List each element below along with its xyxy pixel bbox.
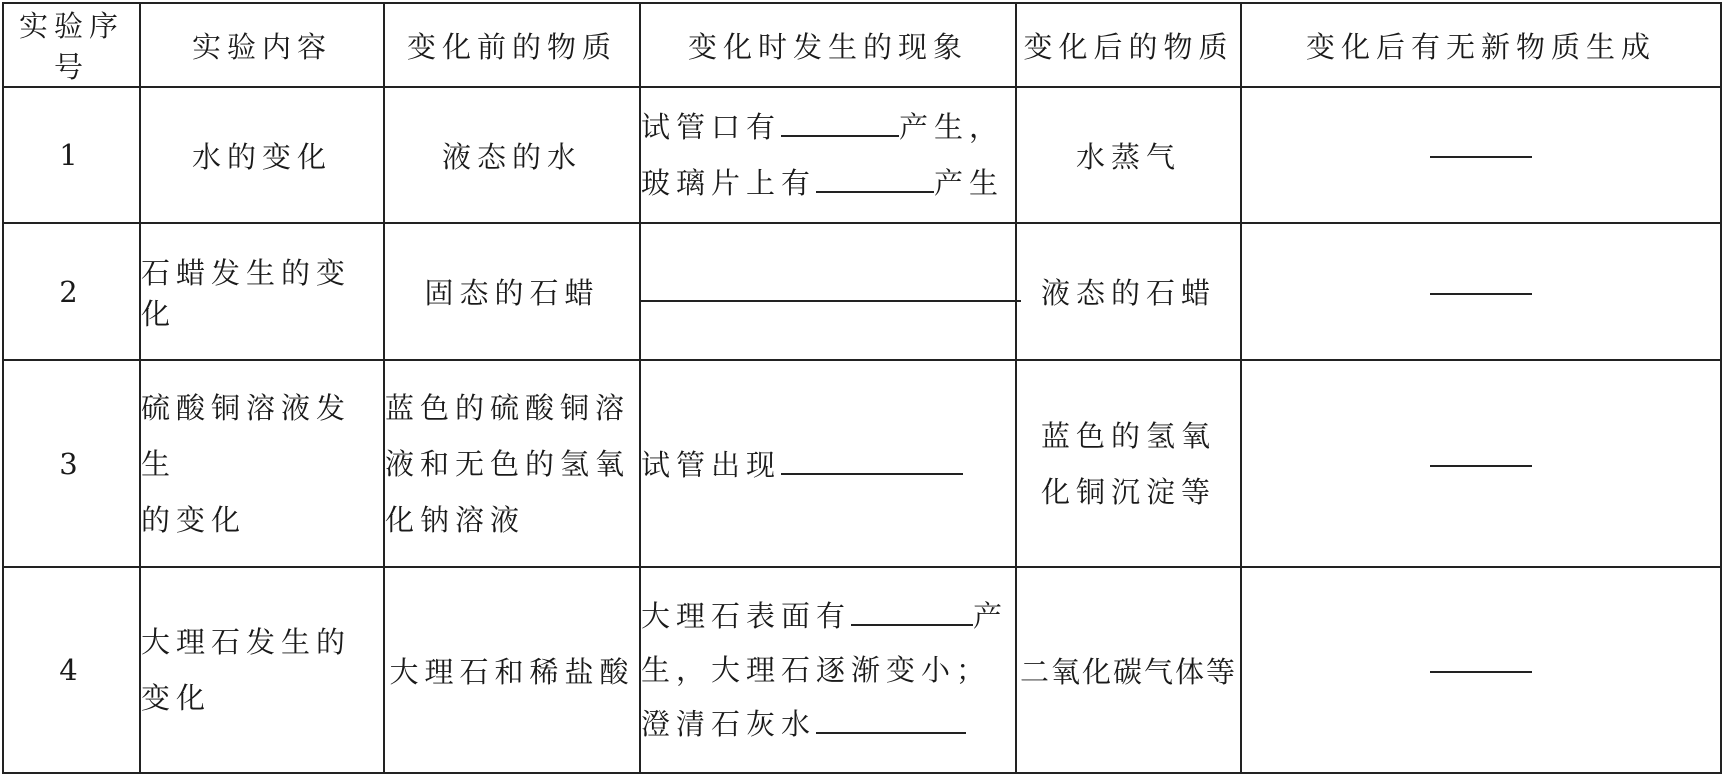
before-line: 蓝色的硫酸铜溶	[385, 390, 631, 425]
row-number: 3	[3, 360, 140, 567]
header-substance-after: 变化后的物质	[1016, 3, 1241, 87]
content-line: 的变化	[141, 502, 247, 537]
header-phenomenon: 变化时发生的现象	[640, 3, 1016, 87]
after-line: 蓝色的氢氧	[1040, 418, 1216, 453]
row-new-substance	[1241, 360, 1721, 567]
answer-blank[interactable]	[781, 447, 963, 475]
content-line: 大理石发生的	[141, 625, 352, 659]
answer-blank[interactable]	[1430, 156, 1532, 158]
phenomenon-line	[641, 155, 1015, 211]
answer-blank[interactable]	[1430, 671, 1532, 673]
after-line: 化铜沉淀等	[1040, 474, 1216, 509]
phenomenon-line	[641, 643, 1015, 697]
row-content	[140, 360, 384, 567]
phenomenon-text: 产生，	[899, 110, 1005, 144]
phenomenon-text: 产生	[934, 166, 1005, 200]
answer-blank[interactable]	[1430, 293, 1532, 295]
answer-blank[interactable]	[1430, 465, 1532, 467]
phenomenon-text: 玻璃片上有	[641, 166, 817, 200]
row-new-substance	[1241, 223, 1721, 360]
answer-blank[interactable]	[816, 165, 934, 193]
phenomenon-line	[641, 99, 1015, 155]
row-phenomenon	[640, 567, 1016, 773]
header-exp-content: 实验内容	[140, 3, 384, 87]
table-row	[3, 87, 1721, 223]
row-before: 大理石和稀盐酸	[384, 567, 640, 773]
row-content	[140, 567, 384, 773]
phenomenon-text: 试管出现	[641, 448, 782, 482]
row-content: 水的变化	[140, 87, 384, 223]
table-row	[3, 360, 1721, 567]
row-number: 4	[3, 567, 140, 773]
row-new-substance	[1241, 87, 1721, 223]
table-row	[3, 567, 1721, 773]
row-number: 1	[3, 87, 140, 223]
row-phenomenon	[640, 360, 1016, 567]
row-before	[384, 360, 640, 567]
phenomenon-text: 生，大理石逐渐变小；	[641, 653, 992, 687]
row-phenomenon	[640, 223, 1016, 360]
row-after	[1016, 360, 1241, 567]
answer-blank[interactable]	[816, 706, 966, 734]
phenomenon-line	[641, 697, 1015, 751]
header-substance-before: 变化前的物质	[384, 3, 640, 87]
phenomenon-text: 产	[973, 599, 1009, 633]
answer-blank[interactable]	[851, 598, 973, 626]
row-content: 石蜡发生的变化	[140, 223, 384, 360]
row-after: 液态的石蜡	[1016, 223, 1241, 360]
header-new-substance: 变化后有无新物质生成	[1241, 3, 1721, 87]
row-after: 二氧化碳气体等	[1016, 567, 1241, 773]
header-exp-number: 实验序号	[3, 3, 140, 87]
row-before: 固态的石蜡	[384, 223, 640, 360]
before-line: 化钠溶液	[385, 502, 526, 537]
row-number: 2	[3, 223, 140, 360]
phenomenon-text: 大理石表面有	[641, 599, 852, 633]
row-phenomenon	[640, 87, 1016, 223]
phenomenon-line	[641, 589, 1015, 643]
header-row	[3, 3, 1721, 87]
before-line: 液和无色的氢氧	[385, 446, 631, 481]
row-new-substance	[1241, 567, 1721, 773]
table-row	[3, 223, 1721, 360]
experiment-table	[2, 2, 1722, 774]
content-line: 变化	[141, 681, 212, 715]
row-before: 液态的水	[384, 87, 640, 223]
content-line: 硫酸铜溶液发生	[141, 390, 352, 481]
row-after: 水蒸气	[1016, 87, 1241, 223]
answer-blank[interactable]	[781, 109, 899, 137]
answer-blank[interactable]	[641, 290, 1021, 302]
phenomenon-text: 试管口有	[641, 110, 782, 144]
phenomenon-text: 澄清石灰水	[641, 707, 817, 741]
